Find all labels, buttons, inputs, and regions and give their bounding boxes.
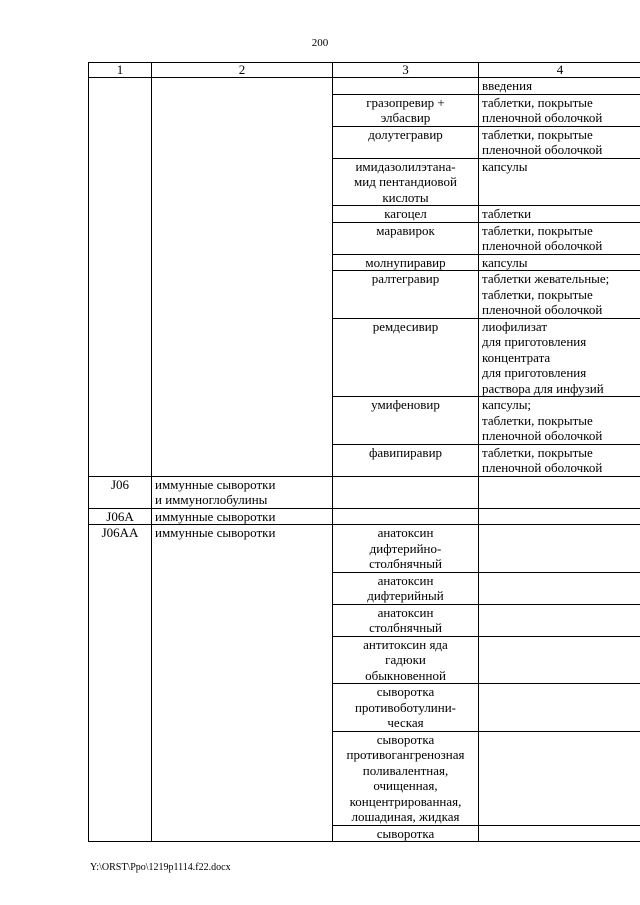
table-header-row xyxy=(89,63,640,78)
cell-drug: фавипиравир xyxy=(333,444,479,476)
cell-drug: анатоксин столбнячный xyxy=(333,604,479,636)
cell-drug: сыворотка противогангренозная поливалентная, очищенная, концентрированная, лошадиная, жидкая xyxy=(333,731,479,825)
cell-form: таблетки, покрытые пленочной оболочкой xyxy=(479,444,640,476)
cell-form xyxy=(479,604,640,636)
header-col-2: 2 xyxy=(152,63,333,78)
cell-form: введения xyxy=(479,78,640,95)
cell-drug: анатоксин дифтерийный xyxy=(333,572,479,604)
cell-drug: антитоксин яда гадюки обыкновенной xyxy=(333,636,479,684)
cell-form: таблетки, покрытые пленочной оболочкой xyxy=(479,126,640,158)
cell-drug: умифеновир xyxy=(333,397,479,445)
cell-drug xyxy=(333,476,479,508)
drug-table xyxy=(88,62,640,842)
cell-code: J06A xyxy=(89,508,152,525)
cell-form xyxy=(479,508,640,525)
cell-form: капсулы; таблетки, покрытые пленочной оболочкой xyxy=(479,397,640,445)
cell-form: капсулы xyxy=(479,158,640,206)
cell-drug: ралтегравир xyxy=(333,271,479,319)
cell-drug xyxy=(333,508,479,525)
footer-file-path: Y:\ORST\Ppo\1219p1114.f22.docx xyxy=(90,862,231,873)
cell-drug: ремдесивир xyxy=(333,318,479,397)
cell-form xyxy=(479,825,640,842)
cell-group xyxy=(152,78,333,477)
header-col-4: 4 xyxy=(479,63,640,78)
page-number: 200 xyxy=(311,37,329,49)
cell-drug: сыворотка xyxy=(333,825,479,842)
cell-group: иммунные сыворотки xyxy=(152,508,333,525)
cell-form: таблетки xyxy=(479,206,640,223)
cell-form xyxy=(479,731,640,825)
cell-code: J06AA xyxy=(89,525,152,842)
cell-form xyxy=(479,476,640,508)
cell-drug: имидазолилэтана- мид пентандиовой кислоты xyxy=(333,158,479,206)
cell-drug xyxy=(333,78,479,95)
cell-group: иммунные сыворотки xyxy=(152,525,333,842)
cell-form xyxy=(479,525,640,573)
header-col-1: 1 xyxy=(89,63,152,78)
cell-form: капсулы xyxy=(479,254,640,271)
cell-form: таблетки, покрытые пленочной оболочкой xyxy=(479,222,640,254)
cell-form xyxy=(479,636,640,684)
table-row xyxy=(89,78,640,95)
cell-drug: кагоцел xyxy=(333,206,479,223)
cell-drug: молнупиравир xyxy=(333,254,479,271)
cell-form xyxy=(479,684,640,732)
cell-drug: анатоксин дифтерийно- столбнячный xyxy=(333,525,479,573)
table-row xyxy=(89,525,640,573)
cell-drug: маравирок xyxy=(333,222,479,254)
cell-form xyxy=(479,572,640,604)
table-body xyxy=(89,78,640,842)
table-row xyxy=(89,508,640,525)
table-row xyxy=(89,476,640,508)
cell-form: таблетки, покрытые пленочной оболочкой xyxy=(479,94,640,126)
cell-form: таблетки жевательные; таблетки, покрытые пленочной оболочкой xyxy=(479,271,640,319)
cell-drug: гразопревир + элбасвир xyxy=(333,94,479,126)
cell-form: лиофилизат для приготовления концентрата для приготовления раствора для инфузий xyxy=(479,318,640,397)
cell-code xyxy=(89,78,152,477)
cell-code: J06 xyxy=(89,476,152,508)
cell-drug: долутегравир xyxy=(333,126,479,158)
cell-drug: сыворотка противоботулини- ческая xyxy=(333,684,479,732)
header-col-3: 3 xyxy=(333,63,479,78)
cell-group: иммунные сыворотки и иммуноглобулины xyxy=(152,476,333,508)
